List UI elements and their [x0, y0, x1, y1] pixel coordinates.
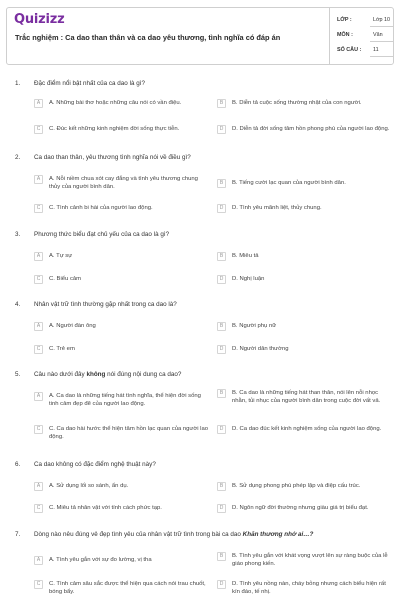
option-letter-badge: A	[34, 99, 43, 108]
meta-subject-value: Văn	[373, 32, 383, 38]
option-letter-badge: D	[217, 204, 226, 213]
question-number: 7.	[15, 531, 21, 538]
meta-subject-label: MÔN :	[337, 32, 353, 38]
option-letter-badge: B	[217, 322, 226, 331]
option-text: C. Đúc kết những kinh nghiệm đời sống thực tiễn.	[49, 126, 180, 132]
option-text: A. Những bài thơ hoặc những câu nói có vần điệu.	[49, 100, 182, 106]
option-letter-badge: B	[217, 389, 226, 398]
question-text: Nhân vật trữ tình thường gặp nhất trong ca dao là?	[34, 301, 177, 308]
option-letter-badge: D	[217, 125, 226, 134]
option-text: A. Nỗi niềm chua xót cay đắng và tình yêu thương chung thủy của người bình dân.	[49, 176, 198, 190]
option-letter-badge: A	[34, 252, 43, 261]
option-text: C. Biểu cảm	[49, 276, 82, 282]
option-text: A. Sử dụng lối so sánh, ẩn dụ.	[49, 483, 129, 489]
meta-class-value: Lớp 10	[373, 17, 391, 23]
option-letter-badge: B	[217, 179, 226, 188]
question-text-emphasis: không	[86, 371, 106, 378]
option-text: D. Ngôn ngữ đời thường nhưng giàu giá trị biểu đạt.	[232, 505, 369, 511]
option-text: D. Diễn tả đời sống tâm hồn phong phú của người lao động.	[232, 126, 390, 132]
option-text: A. Tình yêu gắn với sự đo lường, vị tha	[49, 557, 152, 563]
meta-class-underline	[370, 26, 394, 27]
option-text: B. Tình yêu gắn với khát vọng vượt lên sự ràng buộc của lễ giáo phong kiến.	[232, 553, 388, 567]
option-text: D. Ca dao đúc kết kinh nghiệm sống của người lao động.	[232, 426, 382, 432]
option-text: B. Tiếng cười lạc quan của người bình dân.	[232, 180, 346, 186]
option-text: C. Trẻ em	[49, 346, 75, 352]
meta-count-value: 11	[373, 47, 379, 53]
worksheet-title: Trắc nghiệm : Ca dao than thân và ca dao yêu thương, tình nghĩa có đáp án	[15, 33, 281, 42]
option-letter-badge: D	[217, 275, 226, 284]
option-letter-badge: A	[34, 322, 43, 331]
question-text-emphasis: Khăn thương nhớ ai…?	[242, 531, 314, 538]
option-letter-badge: C	[34, 345, 43, 354]
option-text: B. Diễn tả cuộc sống thường nhật của con người.	[232, 100, 362, 106]
question-number: 2.	[15, 154, 21, 161]
option-letter-badge: D	[217, 504, 226, 513]
question-text: Phương thức biểu đạt chủ yếu của ca dao là gì?	[34, 231, 170, 238]
option-letter-badge: B	[217, 252, 226, 261]
question-text-part: Câu nào dưới đây	[34, 371, 87, 378]
option-text: D. Tình yêu mãnh liệt, thủy chung.	[232, 205, 322, 211]
worksheet-header	[6, 7, 394, 65]
option-letter-badge: D	[217, 425, 226, 434]
option-text: C. Miêu tả nhân vật với tính cách phức tạp.	[49, 505, 162, 511]
option-letter-badge: A	[34, 175, 43, 184]
question-number: 6.	[15, 461, 21, 468]
option-letter-badge: C	[34, 125, 43, 134]
question-text	[34, 531, 384, 539]
option-text: C. Tình cảm sâu sắc được thể hiện qua cách nói trau chuốt, bóng bẩy.	[49, 581, 206, 595]
option-text: D. Nghị luận	[232, 276, 265, 282]
option-text: C. Tình cảnh bi hài của người lao động.	[49, 205, 153, 211]
question-text: Ca dao than thân, yêu thương tình nghĩa nói về điều gì?	[34, 154, 191, 161]
question-number: 3.	[15, 231, 21, 238]
option-letter-badge: C	[34, 204, 43, 213]
question-number: 4.	[15, 301, 21, 308]
option-text: B. Sử dụng phong phú phép lặp và điệp cấu trúc.	[232, 483, 361, 489]
option-letter-badge: A	[34, 556, 43, 565]
option-letter-badge: D	[217, 345, 226, 354]
meta-class-label: LỚP :	[337, 17, 352, 23]
option-text: A. Ca dao là những tiếng hát tình nghĩa, thể hiện đời sống tinh cảm đẹp đẽ của người lao động.	[49, 393, 201, 407]
question-number: 1.	[15, 80, 21, 87]
option-letter-badge: C	[34, 580, 43, 589]
question-number: 5.	[15, 371, 21, 378]
option-text: A. Người đàn ông	[49, 323, 96, 329]
option-letter-badge: B	[217, 482, 226, 491]
option-text: C. Ca dao hài hước thể hiện tâm hồn lạc quan của người lao động.	[49, 426, 209, 440]
question-text	[34, 371, 384, 379]
quizizz-logo: Quizizz	[14, 12, 65, 27]
option-letter-badge: C	[34, 425, 43, 434]
option-text: A. Tự sự	[49, 253, 73, 259]
question-text: Ca dao không có đặc điểm nghệ thuật này?	[34, 461, 156, 468]
option-text: B. Người phụ nữ	[232, 323, 277, 329]
option-letter-badge: A	[34, 392, 43, 401]
option-letter-badge: C	[34, 504, 43, 513]
option-text: D. Người dân thường	[232, 346, 289, 352]
option-text: B. Miêu tả	[232, 253, 259, 259]
question-text-part: Dòng nào nêu đúng vẻ đẹp tình yêu của nhân vật trữ tình trong bài ca dao	[34, 531, 243, 538]
question-text-part: nói đúng nội dung ca dao?	[105, 371, 182, 378]
option-letter-badge: A	[34, 482, 43, 491]
option-letter-badge: B	[217, 99, 226, 108]
option-letter-badge: D	[217, 580, 226, 589]
meta-count-underline	[370, 56, 394, 57]
option-text: D. Tình yêu nồng nàn, cháy bỏng nhưng cách biểu hiện rất kín đáo, tế nhị.	[232, 581, 386, 595]
meta-subject-underline	[370, 41, 394, 42]
option-letter-badge: B	[217, 552, 226, 561]
option-text: B. Ca dao là những tiếng hát than thân, nói lên nỗi nhọc nhằn, tủi nhục của người bình dân trong cuộc đời vất vả.	[232, 390, 381, 404]
question-text: Đặc điểm nổi bật nhất của ca dao là gì?	[34, 80, 145, 87]
meta-count-label: SỐ CÂU :	[337, 47, 362, 53]
option-letter-badge: C	[34, 275, 43, 284]
header-divider	[329, 8, 330, 64]
